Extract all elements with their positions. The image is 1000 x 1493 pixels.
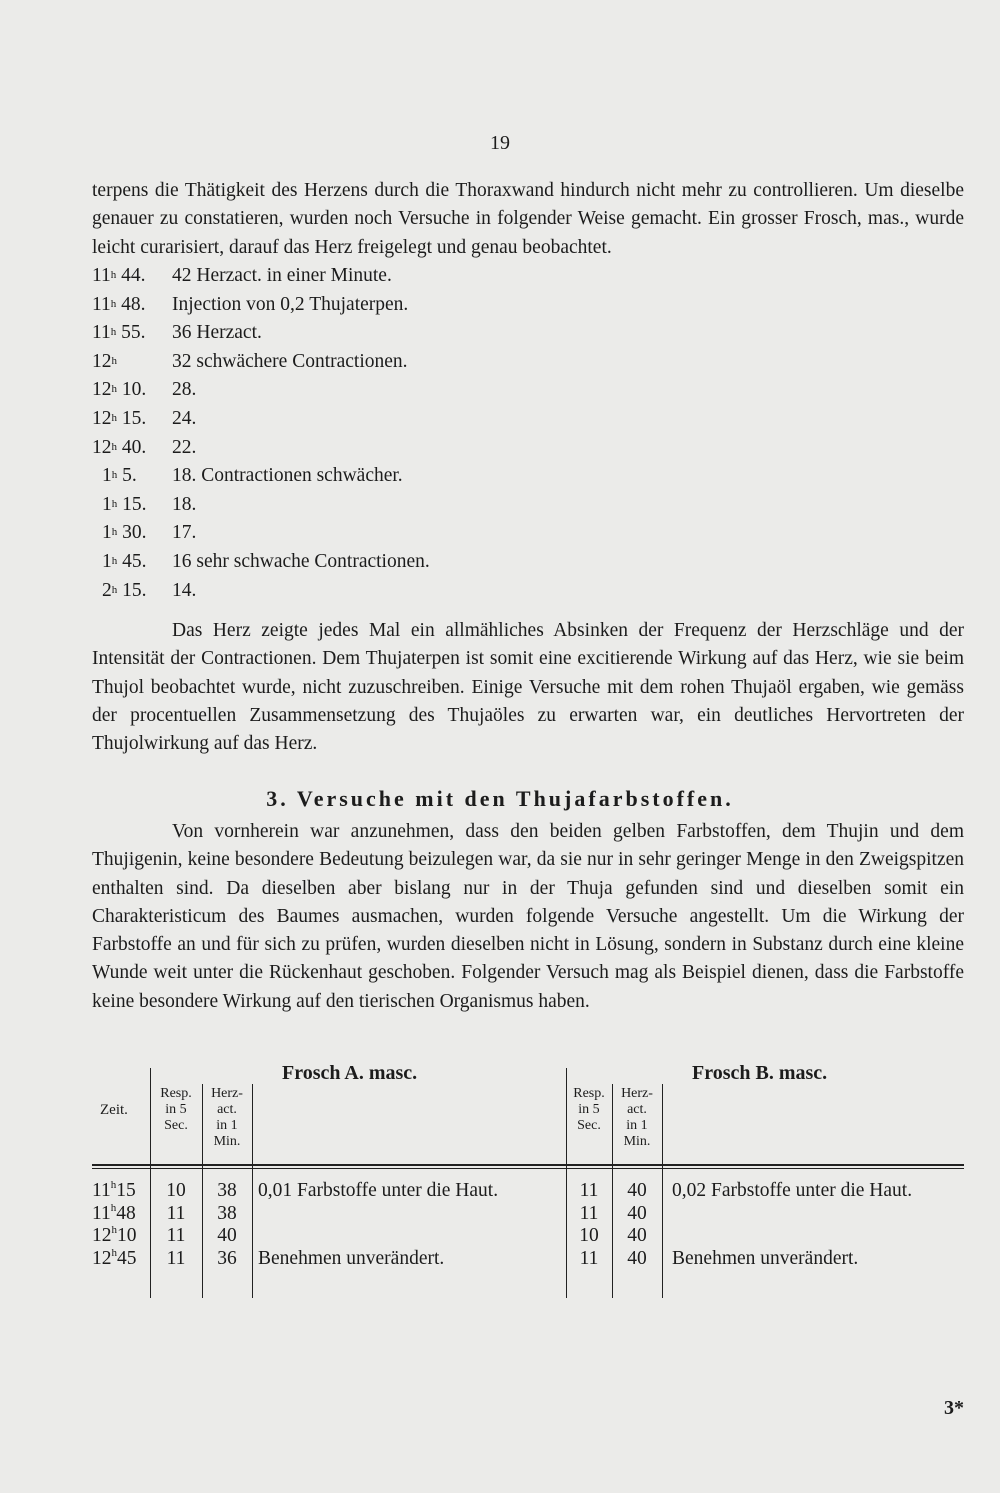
paragraph-3: Von vornherein war anzunehmen, dass den beiden gelben Farbstoffen, dem Thujin und dem Thujigenin, keine besondere Bedeutung beizulegen war, da sie nur in sehr geringer Menge in den Zweigspitzen enthalten sind. Da dieselben aber bislang nur in der Thuja gefunden sind und dieselben somit ein Charakteristicum des Baumes ausmachen, wurden folgende Versuche angestellt. Um die Wirkung der Farbstoffe an und für sich zu prüfen, wurden dieselben nicht in Lösung, sondern in Substanz durch eine kleine Wunde weit unter die Rückenhaut geschoben. Folgender Versuch mag als Beispiel dienen, dass die Farbstoffe keine besondere Wirkung auf den tierischen Organismus haben. — [92, 821, 964, 1012]
observation-text: 18. Contractionen schwächer. — [172, 465, 403, 487]
observation-time: 1$^h$ 45. — [102, 550, 147, 572]
frog-experiment-table — [92, 1060, 964, 1360]
row-time: 12$^h$10 — [92, 1224, 137, 1246]
row-time: 11$^h$15 — [92, 1179, 136, 1201]
observation-time: 12$^h$ 40. — [92, 436, 147, 458]
observation-text: 22. — [172, 436, 197, 458]
observation-time: 1$^h$ 30. — [102, 522, 147, 544]
observation-entry — [92, 262, 430, 291]
col-herz-b-header: Herz- act. in 1 Min. — [621, 1086, 653, 1149]
row-herz-b: 40 — [627, 1247, 647, 1269]
observation-time: 12$^h$ 15. — [92, 407, 147, 429]
row-herz-a: 38 — [217, 1180, 237, 1201]
row-resp-a: 11 — [166, 1247, 186, 1269]
row-note-a: Benehmen unverändert. — [258, 1247, 445, 1269]
observation-entry — [92, 348, 430, 377]
observation-entry — [92, 548, 430, 577]
observation-entry — [92, 405, 430, 434]
row-resp-b: 10 — [579, 1225, 599, 1246]
row-resp-b: 11 — [579, 1180, 599, 1201]
observation-time: 2$^h$ 15. — [102, 579, 147, 601]
row-note-b: 0,02 Farbstoffe unter die Haut. — [672, 1180, 913, 1201]
observation-entry — [92, 577, 430, 606]
observation-entry — [92, 291, 430, 320]
observation-text: 28. — [172, 379, 197, 401]
paragraph-2: Das Herz zeigte jedes Mal ein allmähliches Absinken der Frequenz der Herzschläge und der Intensität der Contractionen. Dem Thujaterpen ist somit eine excitierende Wirkung auf das Herz, wie sie beim Thujol beobachtet wurde, nicht zuzuschreiben. Einige Versuche mit dem rohen Thujaöl ergaben, wie gemäss der procentuellen Zusammensetzung des Thujaöles zu erwarten war, ein deutliches Hervortreten der Thujolwirkung auf das Herz. — [92, 620, 964, 755]
observation-text: 17. — [172, 522, 197, 544]
observation-time: 11$^h$ 55. — [92, 322, 146, 344]
observation-text: 42 Herzact. in einer Minute. — [172, 265, 392, 286]
col-herz-a-header: Herz- act. in 1 Min. — [211, 1086, 243, 1149]
page-number: 19 — [490, 132, 510, 154]
row-note-a: 0,01 Farbstoffe unter die Haut. — [258, 1180, 499, 1201]
row-herz-a: 40 — [217, 1225, 237, 1246]
observation-text: 36 Herzact. — [172, 322, 262, 344]
frog-b-label: Frosch B. masc. — [692, 1062, 828, 1084]
col-time-header: Zeit. — [100, 1102, 128, 1118]
observation-text: 16 sehr schwache Contractionen. — [172, 550, 430, 572]
row-resp-a: 11 — [166, 1202, 186, 1224]
observation-text: 24. — [172, 407, 197, 429]
observation-entry — [92, 462, 430, 491]
frog-a-label: Frosch A. masc. — [282, 1062, 418, 1084]
signature-mark: 3* — [944, 1397, 964, 1419]
observation-text: 32 schwächere Contractionen. — [172, 350, 408, 372]
row-herz-a: 38 — [217, 1202, 237, 1224]
row-resp-a: 11 — [166, 1225, 186, 1246]
row-herz-b: 40 — [627, 1202, 647, 1224]
row-time: 11$^h$48 — [92, 1201, 136, 1224]
observation-text: 14. — [172, 579, 197, 601]
observation-entry — [92, 491, 430, 520]
observation-time: 12$^h$ — [92, 350, 117, 372]
row-time: 12$^h$45 — [92, 1246, 137, 1269]
observation-time: 11$^h$ 44. — [92, 265, 146, 286]
paragraph-1: terpens die Thätigkeit des Herzens durch die Thoraxwand hindurch nicht mehr zu controllieren. Um dieselbe genauer zu constatieren, wurden noch Versuche in folgender Weise gemacht. Ein grosser Frosch, mas., wurde leicht curarisiert, darauf das Herz freigelegt und genau beobachtet. — [92, 180, 964, 258]
observation-text: 18. — [172, 493, 197, 515]
row-herz-b: 40 — [627, 1180, 647, 1201]
row-resp-b: 11 — [579, 1247, 599, 1269]
observation-time: 12$^h$ 10. — [92, 379, 147, 401]
row-note-b: Benehmen unverändert. — [672, 1247, 859, 1269]
observation-time: 1$^h$ 5. — [102, 465, 137, 487]
observation-text: Injection von 0,2 Thujaterpen. — [172, 293, 409, 315]
observation-time: 1$^h$ 15. — [102, 493, 147, 515]
col-resp-a-header: Resp. in 5 Sec. — [160, 1086, 192, 1133]
observation-time: 11$^h$ 48. — [92, 293, 146, 315]
row-resp-b: 11 — [579, 1202, 599, 1224]
col-resp-b-header: Resp. in 5 Sec. — [573, 1086, 605, 1133]
row-herz-b: 40 — [627, 1225, 647, 1246]
observation-entry — [92, 376, 430, 405]
observation-entry — [92, 519, 430, 548]
observation-entry — [92, 319, 430, 348]
row-herz-a: 36 — [217, 1247, 237, 1269]
section-heading: 3. Versuche mit den Thujafarbstoffen. — [266, 786, 734, 811]
row-resp-a: 10 — [166, 1180, 186, 1201]
observation-entry — [92, 434, 430, 463]
observation-list — [92, 262, 430, 605]
